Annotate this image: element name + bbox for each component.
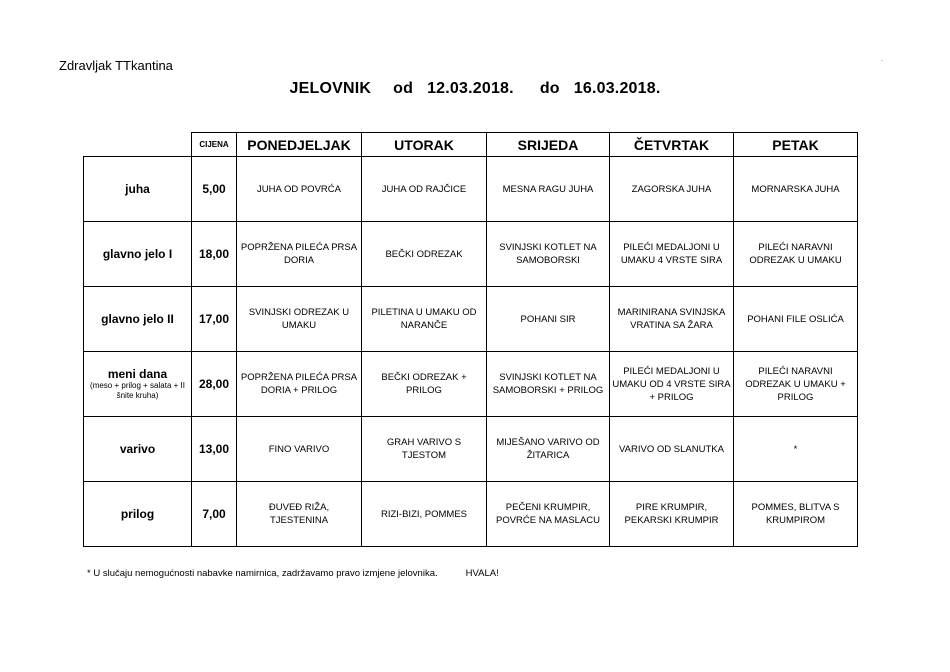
title-word: JELOVNIK [289, 80, 372, 97]
title-to-label: do [539, 80, 560, 97]
row-label: prilog [84, 482, 192, 547]
corner-cell [84, 133, 192, 157]
menu-cell: ZAGORSKA JUHA [610, 157, 734, 222]
menu-cell: PILEĆI MEDALJONI U UMAKU OD 4 VRSTE SIRA + PRILOG [610, 352, 734, 417]
menu-cell: BEČKI ODREZAK [362, 222, 487, 287]
menu-cell: RIZI-BIZI, POMMES [362, 482, 487, 547]
footnote-thanks: HVALA! [465, 568, 499, 579]
row-price: 28,00 [192, 352, 237, 417]
table-row [84, 222, 858, 287]
table-header-row [84, 133, 858, 157]
row-label: glavno jelo II [84, 287, 192, 352]
table-row [84, 287, 858, 352]
menu-cell: POMMES, BLITVA S KRUMPIROM [734, 482, 858, 547]
row-price: 18,00 [192, 222, 237, 287]
footnote-text: * U slučaju nemogućnosti nabavke namirnica, zadržavamo pravo izmjene jelovnika. [87, 568, 438, 579]
row-label: juha [84, 157, 192, 222]
menu-table [83, 132, 858, 547]
menu-cell: SVINJSKI KOTLET NA SAMOBORSKI [487, 222, 610, 287]
menu-cell: PILEĆI NARAVNI ODREZAK U UMAKU + PRILOG [734, 352, 858, 417]
price-header: CIJENA [192, 133, 237, 157]
menu-cell: MESNA RAGU JUHA [487, 157, 610, 222]
day-header: UTORAK [362, 133, 487, 157]
row-price: 7,00 [192, 482, 237, 547]
menu-cell: POHANI SIR [487, 287, 610, 352]
row-label-sub: (meso + prilog + salata + II šnite kruha) [90, 380, 185, 400]
row-price: 13,00 [192, 417, 237, 482]
table-row [84, 417, 858, 482]
title-date-from: 12.03.2018. [427, 80, 514, 97]
menu-cell: JUHA OD RAJČICE [362, 157, 487, 222]
menu-cell: FINO VARIVO [237, 417, 362, 482]
menu-cell: BEČKI ODREZAK + PRILOG [362, 352, 487, 417]
menu-cell: MARINIRANA SVINJSKA VRATINA SA ŽARA [610, 287, 734, 352]
menu-cell: * [734, 417, 858, 482]
menu-cell: GRAH VARIVO S TJESTOM [362, 417, 487, 482]
corner-dot: . [881, 54, 884, 63]
table-row [84, 482, 858, 547]
day-header: PETAK [734, 133, 858, 157]
table-row [84, 157, 858, 222]
menu-cell: PILEĆI MEDALJONI U UMAKU 4 VRSTE SIRA [610, 222, 734, 287]
menu-cell: JUHA OD POVRĆA [237, 157, 362, 222]
menu-cell: SVINJSKI KOTLET NA SAMOBORSKI + PRILOG [487, 352, 610, 417]
menu-cell: PILEĆI NARAVNI ODREZAK U UMAKU [734, 222, 858, 287]
footnote [87, 568, 499, 579]
menu-cell: PILETINA U UMAKU OD NARANČE [362, 287, 487, 352]
menu-cell: MIJEŠANO VARIVO OD ŽITARICA [487, 417, 610, 482]
menu-cell: POHANI FILE OSLIĆA [734, 287, 858, 352]
menu-cell: POPRŽENA PILEĆA PRSA DORIA + PRILOG [237, 352, 362, 417]
row-price: 17,00 [192, 287, 237, 352]
menu-cell: PIRE KRUMPIR, PEKARSKI KRUMPIR [610, 482, 734, 547]
menu-cell: PEČENI KRUMPIR, POVRĆE NA MASLACU [487, 482, 610, 547]
menu-cell: POPRŽENA PILEĆA PRSA DORIA [237, 222, 362, 287]
day-header: ČETVRTAK [610, 133, 734, 157]
menu-title [0, 80, 950, 98]
menu-cell: VARIVO OD SLANUTKA [610, 417, 734, 482]
title-date-to: 16.03.2018. [573, 80, 661, 97]
row-price: 5,00 [192, 157, 237, 222]
table-row [84, 352, 858, 417]
day-header: PONEDJELJAK [237, 133, 362, 157]
company-name: Zdravljak TTkantina [59, 58, 173, 73]
row-label: meni dana (meso + prilog + salata + II šnite kruha) [84, 352, 192, 417]
row-label: glavno jelo I [84, 222, 192, 287]
day-header: SRIJEDA [487, 133, 610, 157]
menu-cell: MORNARSKA JUHA [734, 157, 858, 222]
menu-cell: SVINJSKI ODREZAK U UMAKU [237, 287, 362, 352]
title-from-label: od [393, 80, 414, 97]
row-label: varivo [84, 417, 192, 482]
menu-cell: ĐUVEĐ RIŽA, TJESTENINA [237, 482, 362, 547]
